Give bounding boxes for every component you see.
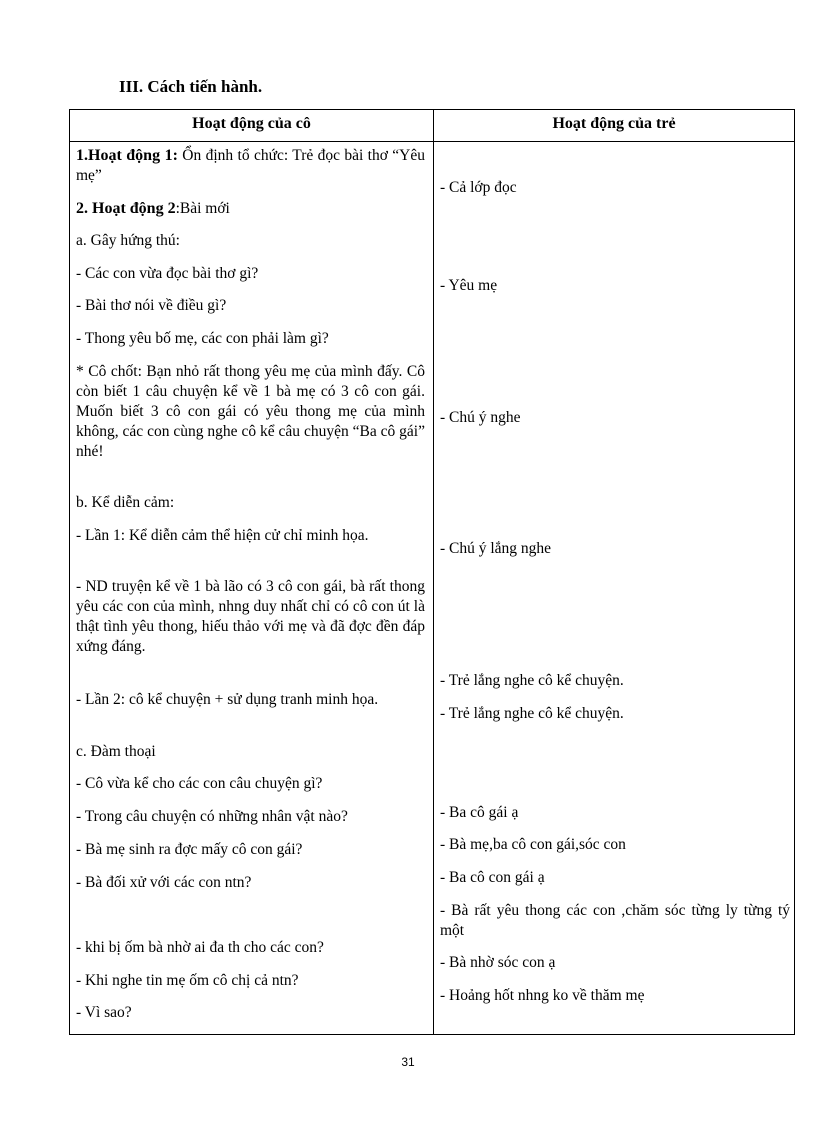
child-response-7: - Ba cô gái ạ: [440, 804, 519, 821]
child-response-1: - Cả lớp đọc: [440, 179, 517, 196]
child-response-11: - Bà nhờ sóc con ạ: [440, 954, 556, 971]
child-response-10: - Bà rất yêu thong các con ,chăm sóc từng ly từng tý một: [440, 902, 790, 939]
storytelling-second: - Lần 2: cô kể chuyện + sử dụng tranh minh họa.: [76, 691, 379, 708]
section-a-title: a. Gây hứng thú:: [76, 232, 180, 249]
conversation-question-4: - Bà đối xử với các con ntn?: [76, 874, 252, 891]
storytelling-first: - Lần 1: Kể diễn cảm thể hiện cử chỉ minh họa.: [76, 527, 369, 544]
activity-1-label: 1.Hoạt động 1:: [76, 147, 178, 164]
child-response-2: - Yêu mẹ: [440, 277, 498, 294]
teacher-conclusion: * Cô chốt: Bạn nhỏ rất thong yêu mẹ của mình đấy. Cô còn biết 1 câu chuyện kể về 1 bà mẹ có 3 cô con gái. Muốn biết 3 cô con gái có yêu thong mẹ của mình không, các con cùng nghe cô kể câu chuyện “Ba cô gái” nhé!: [76, 363, 425, 460]
conversation-question-6: - Khi nghe tin mẹ ốm cô chị cả ntn?: [76, 972, 299, 989]
section-heading: III. Cách tiến hành.: [119, 77, 263, 96]
teacher-question-1: - Các con vừa đọc bài thơ gì?: [76, 265, 259, 282]
conversation-question-3: - Bà mẹ sinh ra đợc mấy cô con gái?: [76, 841, 303, 858]
table-column-divider: [433, 109, 434, 1035]
conversation-question-7: - Vì sao?: [76, 1004, 132, 1021]
section-c-title: c. Đàm thoại: [76, 743, 156, 760]
activity-2-label: 2. Hoạt động 2: [76, 200, 176, 217]
conversation-question-2: - Trong câu chuyện có những nhân vật nào?: [76, 808, 348, 825]
teacher-question-2: - Bài thơ nói về điều gì?: [76, 297, 227, 314]
child-response-8: - Bà mẹ,ba cô con gái,sóc con: [440, 836, 626, 853]
column-header-children: Hoạt động của trẻ: [552, 115, 676, 132]
teacher-question-3: - Thong yêu bố mẹ, các con phải làm gì?: [76, 330, 329, 347]
activity-1-text: Ổn định tổ chức: Trẻ đọc bài thơ “Yêu mẹ”: [76, 147, 425, 184]
story-content: - ND truyện kể về 1 bà lão có 3 cô con gái, bà rất thong yêu các con của mình, nhng duy nhất chỉ có cô con út là thật tình yêu thong, hiếu thảo với mẹ và đã đợc đền đáp xứng đáng.: [76, 578, 425, 655]
column-header-teacher: Hoạt động của cô: [192, 115, 311, 132]
child-response-4: - Chú ý lắng nghe: [440, 540, 552, 557]
page-number: 31: [401, 1055, 415, 1069]
table-header-divider: [69, 141, 795, 142]
child-response-12: - Hoảng hốt nhng ko về thăm mẹ: [440, 987, 645, 1004]
activity-2: [76, 199, 425, 219]
child-response-3: - Chú ý nghe: [440, 409, 521, 426]
conversation-question-5: - khi bị ốm bà nhờ ai đa th cho các con?: [76, 939, 324, 956]
section-b-title: b. Kể diễn cảm:: [76, 494, 175, 511]
child-response-9: - Ba cô con gái ạ: [440, 869, 545, 886]
child-response-5: - Trẻ lắng nghe cô kể chuyện.: [440, 672, 624, 689]
conversation-question-1: - Cô vừa kể cho các con câu chuyện gì?: [76, 775, 323, 792]
child-response-6: - Trẻ lắng nghe cô kể chuyện.: [440, 705, 624, 722]
activity-2-text: :Bài mới: [175, 200, 230, 217]
activity-1: [76, 146, 425, 186]
